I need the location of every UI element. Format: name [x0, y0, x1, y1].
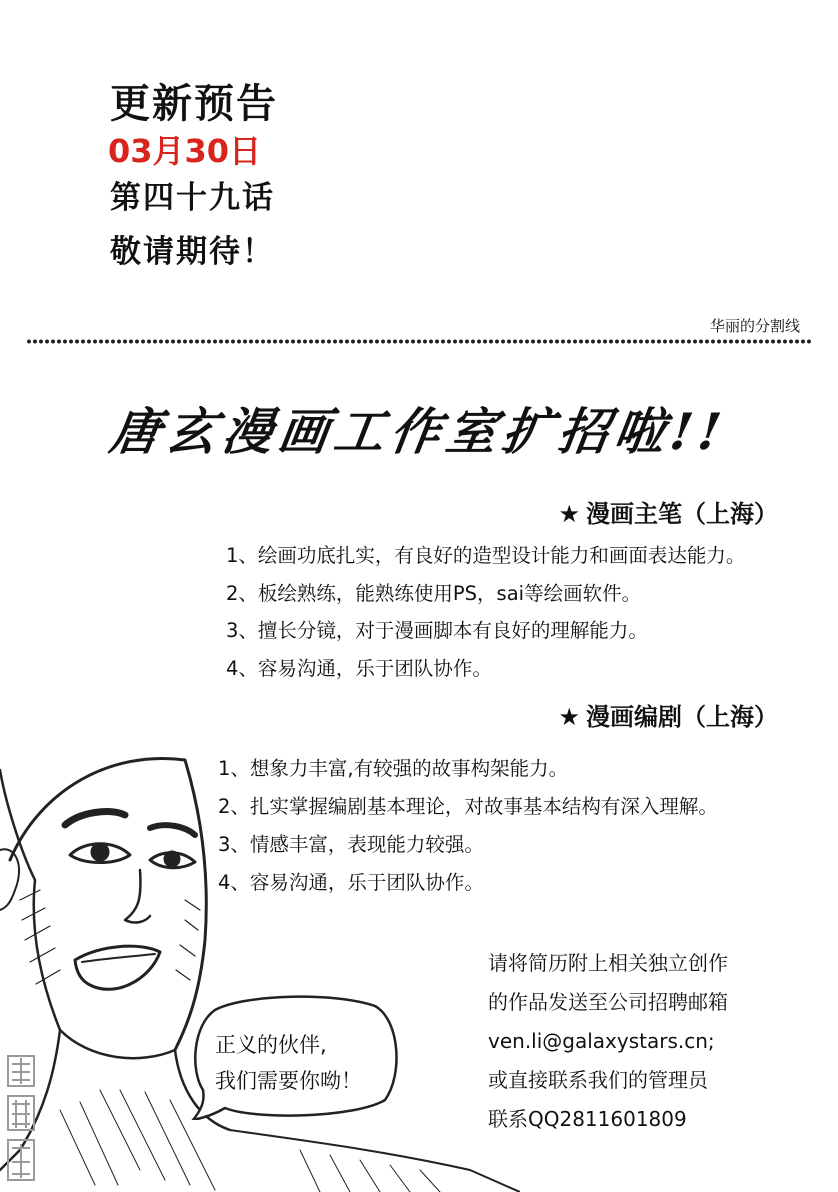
divider-label: 华丽的分割线 — [709, 317, 800, 335]
list-item: 2、板绘熟练，能熟练使用PS，sai等绘画软件。 — [226, 581, 642, 605]
contact-info — [488, 944, 728, 1139]
requirements-list-screenwriter — [218, 750, 718, 902]
list-item: 4、容易沟通，乐于团队协作。 — [226, 656, 492, 680]
contact-qq: 联系QQ2811601809 — [488, 1107, 687, 1131]
section-title-text: 漫画编剧（上海） — [586, 703, 778, 731]
list-item: 4、容易沟通，乐于团队协作。 — [218, 871, 484, 894]
list-item: 3、擅长分镜，对于漫画脚本有良好的理解能力。 — [226, 619, 648, 642]
speech-line-2: 我们需要你呦！ — [215, 1069, 362, 1093]
list-item: 3、情感丰富，表现能力较强。 — [218, 833, 484, 856]
notice-date: 03月30日 — [108, 132, 262, 170]
speech-bubble-text — [215, 1027, 362, 1099]
recruit-headline: 唐玄漫画工作室扩招啦!! — [106, 402, 731, 461]
notice-title: 更新预告 — [110, 81, 278, 127]
site-watermark-logo — [2, 1050, 42, 1190]
contact-line: 或直接联系我们的管理员 — [488, 1068, 708, 1092]
dotted-divider — [26, 339, 812, 344]
speech-line-1: 正义的伙伴, — [215, 1033, 327, 1057]
list-item: 1、绘画功底扎实，有良好的造型设计能力和画面表达能力。 — [226, 544, 746, 567]
star-icon: ★ — [558, 500, 580, 528]
star-icon: ★ — [558, 703, 580, 731]
notice-closing: 敬请期待！ — [110, 234, 275, 270]
contact-line: 请将简历附上相关独立创作 — [488, 951, 728, 975]
section-title-text: 漫画主笔（上海） — [586, 500, 778, 528]
section-title-lead-artist — [558, 494, 778, 529]
list-item: 2、扎实掌握编剧基本理论，对故事基本结构有深入理解。 — [218, 795, 718, 818]
section-title-screenwriter — [558, 697, 778, 732]
requirements-list-lead-artist — [226, 537, 745, 687]
contact-email: ven.li@galaxystars.cn; — [488, 1029, 715, 1053]
contact-line: 的作品发送至公司招聘邮箱 — [488, 990, 728, 1014]
notice-chapter: 第四十九话 — [110, 180, 275, 216]
list-item: 1、想象力丰富,有较强的故事构架能力。 — [218, 757, 569, 780]
